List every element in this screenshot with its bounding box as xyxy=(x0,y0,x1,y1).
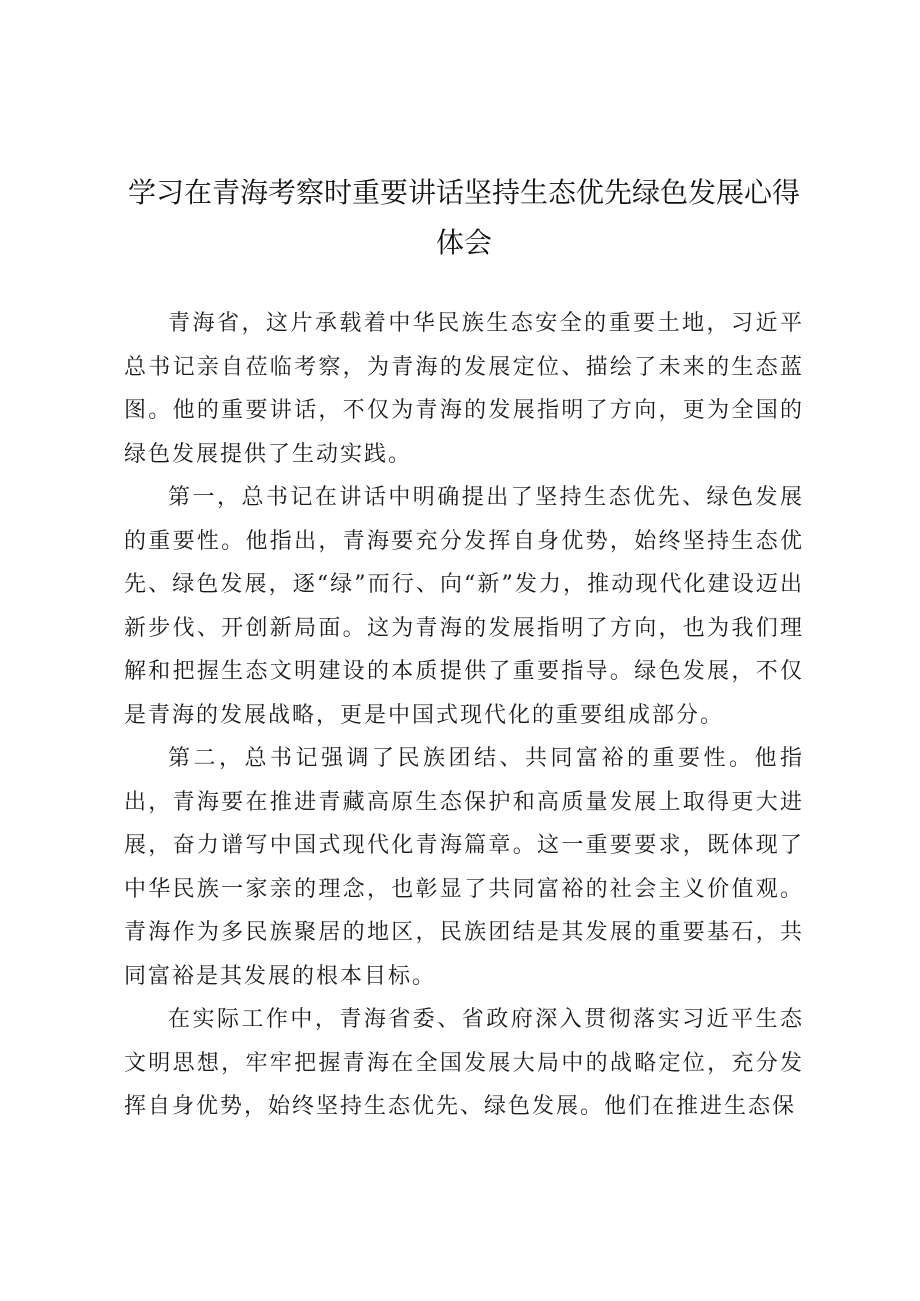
paragraph-3: 第二，总书记强调了民族团结、共同富裕的重要性。他指出，青海要在推进青藏高原生态保护和高质量发展上取得更大进展，奋力谱写中国式现代化青海篇章。这一重要要求，既体现了中华民族一家亲的理念，也彰显了共同富裕的社会主义价值观。青海作为多民族聚居的地区，民族团结是其发展的重要基石，共同富裕是其发展的根本目标。 xyxy=(124,746,804,989)
paragraph-2: 第一，总书记在讲话中明确提出了坚持生态优先、绿色发展的重要性。他指出，青海要充分发挥自身优势，始终坚持生态优先、绿色发展，逐“绿”而行、向“新”发力，推动现代化建设迈出新步伐、开创新局面。这为青海的发展指明了方向，也为我们理解和把握生态文明建设的本质提供了重要指导。绿色发展，不仅是青海的发展战略，更是中国式现代化的重要组成部分。 xyxy=(124,485,804,728)
paragraph-4: 在实际工作中，青海省委、省政府深入贯彻落实习近平生态文明思想，牢牢把握青海在全国发展大局中的战略定位，充分发挥自身优势，始终坚持生态优先、绿色发展。他们在推进生态保 xyxy=(124,1007,804,1119)
document-body xyxy=(124,302,804,1129)
document-title: 学习在青海考察时重要讲话坚持生态优先绿色发展心得体会 xyxy=(127,176,800,259)
paragraph-1: 青海省，这片承载着中华民族生态安全的重要土地，习近平总书记亲自莅临考察，为青海的发展定位、描绘了未来的生态蓝图。他的重要讲话，不仅为青海的发展指明了方向，更为全国的绿色发展提供了生动实践。 xyxy=(124,311,804,467)
